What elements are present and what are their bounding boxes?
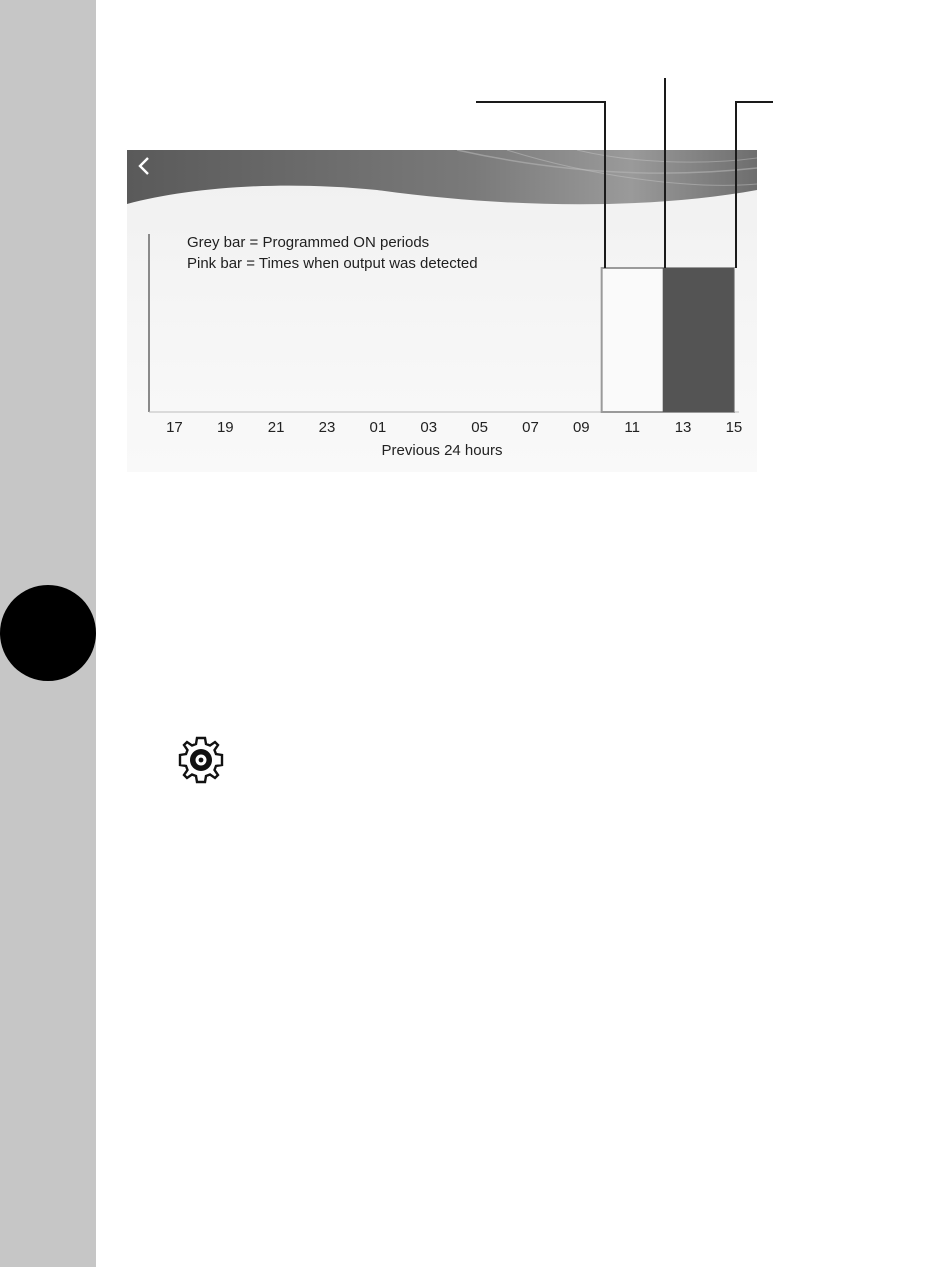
history-chart [127,150,757,472]
legend-programmed: Grey bar = Programmed ON periods [187,234,430,251]
history-screen [127,150,757,472]
x-tick-label: 11 [624,419,640,436]
x-tick-label: 01 [369,419,387,436]
section-marker-dot [0,585,96,681]
x-tick-label: 09 [572,419,590,436]
gear-icon [176,735,226,785]
x-tick-label: 19 [216,419,234,436]
x-tick-label: 21 [267,419,285,436]
x-tick-label: 05 [471,419,488,436]
chart-legend [187,232,478,274]
x-tick-label: 13 [674,419,692,436]
x-tick-label: 23 [318,419,336,436]
x-tick-label: 15 [725,419,743,436]
x-axis-title: Previous 24 hours [381,442,503,459]
x-tick-label: 17 [166,419,183,436]
x-tick-label: 07 [522,419,539,436]
x-tick-label: 03 [420,419,438,436]
legend-detected: Pink bar = Times when output was detected [187,255,478,272]
detected-output-bar [663,268,734,412]
